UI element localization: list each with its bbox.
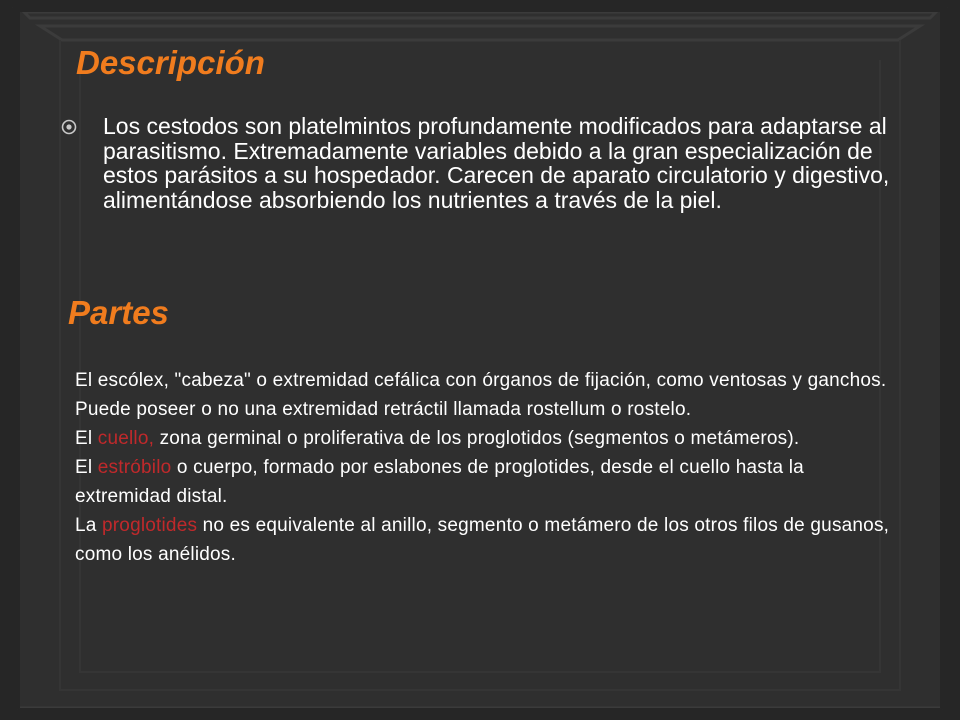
- description-heading: Descripción: [76, 44, 265, 81]
- part-proglotides-text: no es equivalente al anillo, segmento o metámero de los otros filos de gusanos, como los anélidos.: [75, 515, 890, 565]
- part-estrobilo-prefix: El: [75, 457, 98, 478]
- description-bullet: [60, 114, 920, 212]
- part-cuello: [75, 424, 905, 453]
- parts-heading: Partes: [68, 294, 169, 331]
- parts-list: [75, 366, 905, 569]
- circle-dot-icon: [60, 118, 78, 136]
- description-text: Los cestodos son platelmintos profundamente modificados para adaptarse al parasitismo. Extremadamente variables debido a la gran especialización de estos parásitos a su hospedador. Carecen de aparato circulatorio y digestivo, alimentándose absorbiendo los nutrientes a través de la piel.: [103, 113, 890, 213]
- part-cuello-text: zona germinal o proliferativa de los proglotidos (segmentos o metámeros).: [154, 428, 800, 449]
- part-estrobilo: [75, 453, 905, 511]
- part-proglotides-prefix: La: [75, 515, 103, 536]
- term-cuello: cuello,: [97, 428, 155, 449]
- part-escolex: El escólex, "cabeza" o extremidad cefálica con órganos de fijación, como ventosas y ganchos. Puede poseer o no una extremidad retráctil llamada rostellum o rostelo.: [75, 370, 887, 420]
- term-estrobilo: estróbilo: [97, 457, 172, 478]
- part-cuello-prefix: El: [75, 428, 98, 449]
- term-proglotides: proglotides: [102, 515, 198, 536]
- part-estrobilo-text: o cuerpo, formado por eslabones de proglotides, desde el cuello hasta la extremidad distal.: [75, 457, 804, 507]
- part-proglotides: [75, 511, 905, 569]
